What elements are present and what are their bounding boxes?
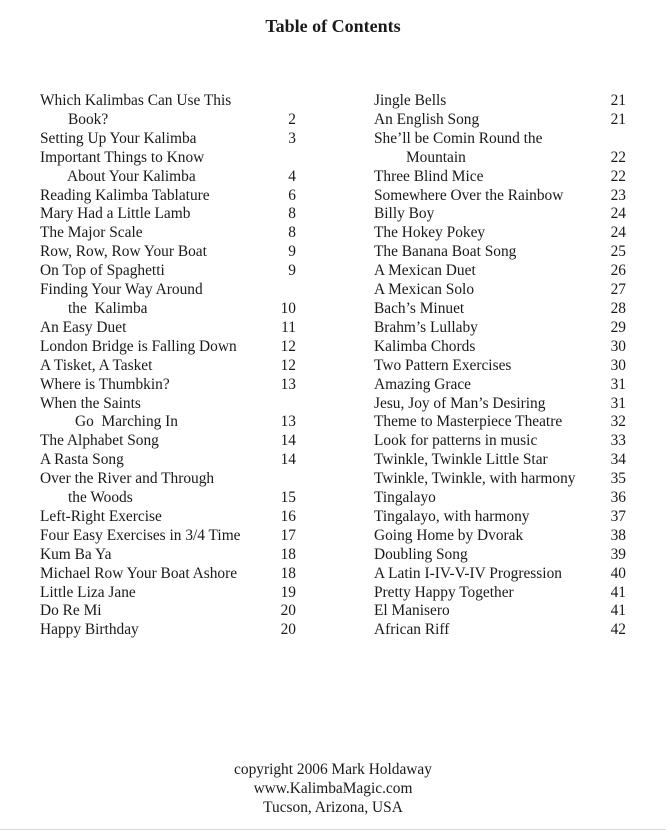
toc-entry-title [374,376,598,395]
toc-entry[interactable] [40,205,296,224]
toc-entry-title [40,527,268,546]
toc-entry[interactable] [40,281,296,319]
toc-entry[interactable] [40,395,296,433]
toc-entry[interactable] [374,300,626,319]
toc-entry-page-number: 27 [610,281,626,299]
toc-entry[interactable] [40,470,296,508]
toc-entry[interactable] [374,527,626,546]
toc-entry-page-number: 18 [280,564,296,582]
toc-entry[interactable] [374,319,626,338]
toc-entry[interactable] [374,565,626,584]
toc-entry-title [374,338,598,357]
toc-entry-page-number: 4 [288,167,296,185]
toc-entry[interactable] [374,357,626,376]
toc-entry-page-number: 30 [610,337,626,355]
toc-entry-title-line: The Alphabet Song [40,432,159,450]
toc-entry-title [374,300,598,319]
toc-entry-title-line: London Bridge is Falling Down [40,337,237,355]
toc-entry-title-line: Kalimba Chords [374,337,476,355]
toc-entry-title-line: Twinkle, Twinkle Little Star [374,451,548,469]
toc-entry-title [374,621,598,640]
toc-entry-page-number: 39 [610,545,626,563]
toc-entry-title [374,187,598,206]
toc-entry-title [40,470,268,508]
toc-entry-title [40,281,268,319]
toc-entry-title-line: A Mexican Duet [374,262,476,280]
toc-entry-title [40,565,268,584]
toc-entry-title-line: Two Pattern Exercises [374,356,512,374]
toc-entry-page-number: 22 [610,148,626,166]
toc-entry-title [374,470,598,489]
toc-entry-title [40,508,268,527]
toc-entry-page-number: 14 [280,432,296,450]
toc-entry-page-number: 12 [280,356,296,374]
toc-entry-title [40,243,268,262]
toc-entry[interactable] [40,602,296,621]
toc-entry-page-number: 26 [610,262,626,280]
toc-column-right [374,92,626,640]
toc-entry[interactable] [40,621,296,640]
toc-entry-title-line: When the Saints [40,394,141,412]
toc-entry-title [374,281,598,300]
toc-entry-title [40,338,268,357]
toc-column-left [40,92,296,640]
toc-entry-page-number: 18 [280,545,296,563]
toc-entry-page-number: 40 [610,564,626,582]
toc-entry-title-line: An Easy Duet [40,318,127,336]
toc-entry-title [40,224,268,243]
toc-entry[interactable] [40,357,296,376]
toc-entry-page-number: 16 [280,507,296,525]
toc-entry-page-number: 32 [610,413,626,431]
toc-entry-title [40,376,268,395]
toc-entry-title-line: Going Home by Dvorak [374,526,524,544]
footer [0,760,666,817]
toc-entry[interactable] [40,565,296,584]
toc-entry[interactable] [40,546,296,565]
toc-entry-title-line: Book? [68,110,109,128]
toc-entry[interactable] [40,187,296,206]
toc-entry-title [374,451,598,470]
toc-entry-title-line: Twinkle, Twinkle, with harmony [374,470,576,488]
toc-entry-title-line: Reading Kalimba Tablature [40,186,210,204]
toc-entry-page-number: 24 [610,205,626,223]
toc-entry-page-number: 19 [280,583,296,601]
toc-entry-page-number: 14 [280,451,296,469]
page-title: Table of Contents [265,16,401,36]
toc-entry-title [374,546,598,565]
toc-entry[interactable] [374,262,626,281]
toc-entry-title [40,395,268,433]
toc-entry-title-line: Theme to Masterpiece Theatre [374,413,563,431]
toc-entry[interactable] [40,92,296,130]
toc-entry-title-line: Pretty Happy Together [374,583,514,601]
toc-entry-page-number: 33 [610,432,626,450]
toc-entry-title-line: On Top of Spaghetti [40,262,165,280]
toc-entry[interactable] [374,546,626,565]
toc-entry-title [374,205,598,224]
toc-entry-page-number: 9 [288,243,296,261]
toc-entry-title [40,319,268,338]
toc-entry-page-number: 21 [610,110,626,128]
toc-entry-title [40,149,268,187]
toc-entry[interactable] [374,602,626,621]
toc-entry[interactable] [40,338,296,357]
toc-entry[interactable] [374,432,626,451]
toc-entry-title-line: Bach’s Minuet [374,299,465,317]
website-link[interactable]: www.KalimbaMagic.com [253,780,413,797]
toc-entry-title [40,451,268,470]
toc-entry[interactable] [374,243,626,262]
toc-entry[interactable] [374,413,626,432]
toc-entry-title [40,92,268,130]
toc-entry-title-line: El Manisero [374,602,450,620]
toc-entry-title-line: Jesu, Joy of Man’s Desiring [374,394,546,412]
toc-entry-title [374,395,598,414]
toc-entry-page-number: 8 [288,205,296,223]
toc-entry[interactable] [374,395,626,414]
toc-entry-page-number: 42 [610,621,626,639]
toc-entry-title-line: Kum Ba Ya [40,545,112,563]
toc-entry-page-number: 41 [610,602,626,620]
toc-entry-page-number: 20 [280,602,296,620]
page-bottom-rule [0,829,666,830]
toc-entry-title-line: She’ll be Comin Round the [374,129,543,147]
toc-entry-page-number: 37 [610,507,626,525]
toc-entry-page-number: 3 [288,129,296,147]
toc-entry-title-line: Setting Up Your Kalimba [40,129,197,147]
toc-entry-page-number: 31 [610,375,626,393]
toc-entry[interactable] [40,584,296,603]
toc-entry-title [40,357,268,376]
toc-entry-title-line: Little Liza Jane [40,583,136,601]
toc-entry-title-line: About Your Kalimba [67,167,196,185]
toc-entry-title-line: Somewhere Over the Rainbow [374,186,564,204]
toc-entry-title-line: Amazing Grace [374,375,471,393]
toc-entry-title-line: The Major Scale [40,224,143,242]
toc-entry-title [40,262,268,281]
toc-entry-title [374,432,598,451]
toc-entry-page-number: 30 [610,356,626,374]
toc-entry[interactable] [374,508,626,527]
toc-entry[interactable] [374,111,626,130]
toc-entry-page-number: 28 [610,299,626,317]
toc-entry-page-number: 11 [281,318,296,336]
toc-entry-page-number: 23 [610,186,626,204]
toc-entry-title-line: Go Marching In [75,413,179,431]
toc-entry-title-line: Mary Had a Little Lamb [40,205,191,223]
toc-entry-page-number: 15 [280,489,296,507]
toc-entry-title [40,584,268,603]
toc-entry[interactable] [40,376,296,395]
toc-entry-page-number: 12 [280,337,296,355]
toc-entry[interactable] [374,205,626,224]
toc-entry-title-line: A Latin I-IV-V-IV Progression [374,564,562,582]
toc-entry-page-number: 34 [610,451,626,469]
toc-entry-title [374,527,598,546]
toc-entry-title [374,224,598,243]
toc-entry[interactable] [374,224,626,243]
toc-entry[interactable] [40,319,296,338]
toc-entry[interactable] [374,281,626,300]
toc-entry-page-number: 41 [610,583,626,601]
toc-entry-title [374,565,598,584]
toc-entry-title-line: the Woods [68,489,133,507]
toc-entry-title-line: The Banana Boat Song [374,243,517,261]
toc-entry[interactable] [40,224,296,243]
toc-entry[interactable] [40,130,296,149]
toc-entry-title-line: Happy Birthday [40,621,139,639]
location-text: Tucson, Arizona, USA [263,799,403,816]
toc-entry-title-line: Four Easy Exercises in 3/4 Time [40,526,241,544]
toc-entry[interactable] [40,262,296,281]
toc-entry[interactable] [374,168,626,187]
toc-entry-title-line: Row, Row, Row Your Boat [40,243,207,261]
toc-entry-page-number: 13 [280,413,296,431]
toc-entry-page-number: 29 [610,318,626,336]
toc-entry-title [40,602,268,621]
toc-entry-title-line: the Kalimba [68,299,148,317]
toc-entry[interactable] [374,376,626,395]
toc-entry-title [374,243,598,262]
toc-entry-title-line: Tingalayo, with harmony [374,507,530,525]
toc-entry[interactable] [374,470,626,489]
toc-entry-title [40,187,268,206]
toc-entry-title-line: A Rasta Song [40,451,124,469]
toc-entry-title-line: Tingalayo [374,489,436,507]
toc-entry-page-number: 35 [610,470,626,488]
toc-entry-title-line: Michael Row Your Boat Ashore [40,564,238,582]
toc-entry-page-number: 24 [610,224,626,242]
toc-entry[interactable] [374,621,626,640]
toc-entry-title [374,584,598,603]
toc-entry-title-line: Billy Boy [374,205,435,223]
toc-entry-title [374,508,598,527]
toc-entry-title [374,130,598,168]
toc-entry-title [40,205,268,224]
toc-entry-title-line: Look for patterns in music [374,432,538,450]
toc-entry-title [374,413,598,432]
toc-entry-title [374,602,598,621]
toc-entry-title-line: The Hokey Pokey [374,224,486,242]
toc-entry-page-number: 9 [288,262,296,280]
toc-entry-title [374,357,598,376]
toc-entry-title [374,111,598,130]
toc-entry[interactable] [374,338,626,357]
toc-entry-title-line: Left-Right Exercise [40,507,162,525]
toc-entry-title-line: Important Things to Know [40,148,205,166]
toc-entry-page-number: 31 [610,394,626,412]
toc-entry-title [40,130,268,149]
toc-entry-page-number: 8 [288,224,296,242]
toc-entry[interactable] [374,451,626,470]
toc-entry[interactable] [374,92,626,111]
toc-entry-title-line: An English Song [374,110,480,128]
toc-entry-title-line: Brahm’s Lullaby [374,318,478,336]
toc-entry[interactable] [40,243,296,262]
toc-entry-title-line: Three Blind Mice [374,167,484,185]
toc-entry-page-number: 36 [610,489,626,507]
toc-entry-title-line: Over the River and Through [40,470,215,488]
toc-entry-title-line: Doubling Song [374,545,468,563]
toc-entry-title-line: Do Re Mi [40,602,102,620]
toc-entry-title-line: A Mexican Solo [374,281,475,299]
toc-entry-title-line: A Tisket, A Tasket [40,356,153,374]
toc-entry-title [374,92,598,111]
toc-entry[interactable] [40,451,296,470]
toc-entry-title [40,621,268,640]
toc-entry-title [40,546,268,565]
toc-entry-page-number: 2 [288,110,296,128]
toc-entry-title [374,168,598,187]
toc-entry-page-number: 22 [610,167,626,185]
toc-entry-title-line: Jingle Bells [374,92,447,109]
toc-entry-title [40,432,268,451]
toc-entry[interactable] [40,149,296,187]
toc-entry-page-number: 6 [288,186,296,204]
toc-entry[interactable] [374,489,626,508]
toc-entry[interactable] [374,130,626,168]
toc-entry[interactable] [40,432,296,451]
toc-entry[interactable] [374,187,626,206]
toc-entry[interactable] [40,508,296,527]
toc-entry-page-number: 20 [280,621,296,639]
toc-entry-page-number: 21 [610,92,626,109]
toc-entry-page-number: 17 [280,526,296,544]
toc-entry-title-line: Where is Thumbkin? [40,375,170,393]
toc-entry-title-line: Finding Your Way Around [40,281,203,299]
toc-entry-title-line: Mountain [406,148,466,166]
toc-entry-title [374,489,598,508]
toc-entry-page-number: 38 [610,526,626,544]
toc-entry-page-number: 13 [280,375,296,393]
toc-entry-title [374,319,598,338]
toc-entry[interactable] [374,584,626,603]
toc-entry[interactable] [40,527,296,546]
toc-entry-page-number: 25 [610,243,626,261]
toc-entry-title-line: African Riff [374,621,450,639]
toc-entry-page-number: 10 [280,299,296,317]
toc-entry-title-line: Which Kalimbas Can Use This [40,92,232,109]
copyright-text: copyright 2006 Mark Holdaway [234,761,432,778]
toc-entry-title [374,262,598,281]
